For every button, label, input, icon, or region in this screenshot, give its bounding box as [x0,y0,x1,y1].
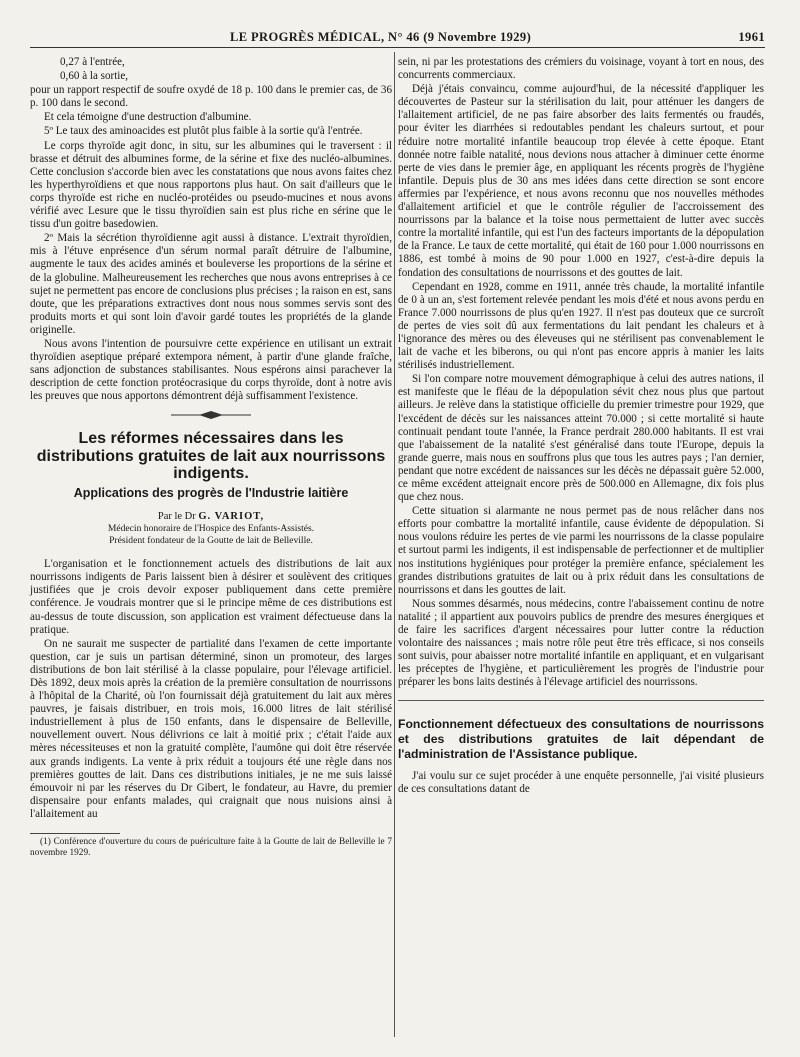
paragraph: Nous sommes désarmés, nous médecins, contre l'abaissement continu de notre natalité ; il appartient aux pouvoirs publics de prendre des mesures énergiques et de faire les sacrifices d'argent nécessaires pour lutter contre la réduction volontaire des naissances ; mais notre rôle peut être très efficace, si nos conseils sont suivis, pour abaisser notre mortalité infantile en appliquant, et en vulgarisant les préceptes de l'hygiène, et particulièrement les progrès de l'industrie pour préparer les bons laits destinés à l'élevage artificiel des nourrissons. [398,597,764,689]
lead-line: 0,60 à la sortie, [60,70,129,83]
ornament-icon [171,410,251,420]
article-title: Les réformes nécessaires dans les distributions gratuites de lait aux nourrissons indigents. [36,430,386,483]
affiliation-line: Médecin honoraire de l'Hospice des Enfants-Assistés. [107,523,315,535]
author-affiliation [30,523,392,546]
journal-running-head: LE PROGRÈS MÉDICAL, N° 46 (9 Novembre 1929) [230,30,532,44]
column-divider [394,52,395,1037]
section-title: Fonctionnement défectueux des consultations de nourrissons et des distributions gratuites de lait dépendant de l'administration de l'Assistance publique. [398,716,764,761]
lead-line: 0,27 à l'entrée, [60,56,125,68]
paragraph: Nous avons l'intention de poursuivre cette expérience en utilisant un extrait thyroïdien aseptique préparé extempora nément, à partir d'une glande fraîche, sans adjonction de substances stabilisantes. Nous espérons ainsi parachever la description de cette fonction protéocrasique du corps thyroïde, dont à notre avis les preuves que nous apportons démontrent déjà suffisamment l'existence. [30,337,392,403]
author-line [30,510,392,523]
paragraph: pour un rapport respectif de soufre oxydé de 18 p. 100 dans le premier cas, de 36 p. 100 dans le second. [30,84,392,110]
paragraph: Cependant en 1928, comme en 1911, année très chaude, la mortalité infantile de 0 à un an, s'est fortement relevée pendant les mois d'été et nous avons perdu en France 7.000 nourrissons de plus qu'en 1927. Il n'est pas douteux que ce surcroît de pertes de vies soit dû aux fermentations du lait pendant les chaleurs et à l'ignorance des mères ou des éleveuses qui ne stérilisent pas convenablement le lait de vache et les biberons, ou qui n'ont pas encore appris à manier les laits stérilisés industriellement. [398,280,764,372]
page-number: 1961 [738,30,765,44]
footnote-rule [30,833,120,834]
paragraph: Si l'on compare notre mouvement démographique à celui des autres nations, il est manifeste que le fléau de la dépopulation sévit chez nous plus que partout ailleurs. Je relève dans la statistique officielle du premier trimestre pour 1929, que l'excédent de décès sur les naissances atteint 70.000 ; si cette mortalité si haute continuait pendant toute l'année, la France perdrait 280.000 habitants. Il est vrai que l'abaissement de la natalité s'est généralisé dans toute l'Europe, depuis la grande guerre, mais nous en souffrons plus que tous les autres pays ; l'an dernier, pendant que notre excédent de naissances sur les décès ne dépassait guère 52.000, ce même excédent atteignait encore près de 500.000 en Allemagne, dix fois plus que chez nous. [398,373,764,504]
paragraph: Le corps thyroïde agit donc, in situ, sur les albumines qui le traversent : il brasse et détruit des albumines forme, de la sérine et fixe des nucléo-albumines. Cette conclusion s'accorde bien avec les constatations que nous avons faites chez les hyperthyroïdiens et que nous rapportons plus haut. On sait d'ailleurs que le corps thyroïde est riche en nucléo-protéides ou pseudo-mucines et nous avons vérifié avec Lesure que le tissu thyroïdien sain est plus riche en sérine que le tissu d'un goitre basedowien. [30,139,392,231]
author-prefix: Par le Dr [157,511,196,523]
right-column [398,56,764,797]
paragraph: Cette situation si alarmante ne nous permet pas de nous relâcher dans nos efforts pour combattre la mortalité infantile, cause évidente de dépopulation. Si nous voulons réduire les pertes de vie parmi les nourrissons de la classe populaire et surtout parmi les indigents, il est indispensable de perfectionner et de multiplier nos institutions hygiéniques pour protéger la première enfance, spécialement les grandes distributions gratuites de lait ou à prix réduit dans les consultations de nourrissons et dans les gouttes de lait. [398,505,764,596]
paragraph: L'organisation et le fonctionnement actuels des distributions de lait aux nourrissons indigents de Paris laissent bien à désirer et soulèvent des critiques justifiées que je crois devoir exposer publiquement dans cette première conférence. Je voudrais montrer que si le principe même de ces distributions est au-dessus de toute discussion, son application est vraiment défectueuse dans la pratique. [30,558,392,636]
paragraph: sein, ni par les protestations des crémiers du voisinage, voyant à tort en nous, des concurrents commerciaux. [398,56,764,82]
paragraph: Et cela témoigne d'une destruction d'albumine. [44,111,252,124]
paragraph: Déjà j'étais convaincu, comme aujourd'hui, de la nécessité d'appliquer les découvertes de Pasteur sur la stérilisation du lait, pour atténuer les dangers de l'allaitement artificiel, de ne pas faire absorber des laits fermentés ou fraudés, pour éviter les diarrhées si redoutables pendant les chaleurs surtout, et pour réduire notre mortalité infantile beaucoup trop élevée à cette époque. Etant donnée notre faible natalité, nous devions nous attacher à diminuer cette énorme perte de vies dans le premier âge, en appliquant les récents progrès de l'hygiène infantile. Depuis plus de 30 ans mes idées dans cette direction se sont encore affermies par l'expérience, et nous avons reconnu que nos nouvelles méthodes d'allaitement artificiel et que le contrôle régulier de l'accroissement des nourrissons par la balance et la toise nous permettaient de lutter avec succès contre la mortalité infantile, qui est l'un des facteurs importants de la dépopulation de la France. Le taux de cette mortalité, qui était de 160 pour 1.000 nourrissons en 1886, est tombé à moins de 90 pour 1.000 en 1927, c'est-à-dire depuis la fondation des consultations de nourrissons et des gouttes de lait. [398,83,764,279]
author-name: G. VARIOT, [198,511,265,523]
page-header [30,26,765,46]
section-rule [398,700,764,701]
paragraph: On ne saurait me suspecter de partialité dans l'examen de cette importante question, car je suis un partisan déterminé, sinon un promoteur, des larges distributions de bon lait stérilisé à la classe populaire, pour l'élevage artificiel. Dès 1892, deux mois après la création de la première consultation de nourrissons à l'hôpital de la Charité, où l'on fournissait déjà gratuitement du lait aux mères pauvres, je faisais distribuer, en trois mois, 16.000 litres de lait stérilisé industriellement à plus de 150 enfants, dans le dispensaire de Belleville, nouvellement ouvert. Nous délivrions ce lait à moitié prix ; c'était l'aide aux mères nécessiteuses et non la gratuité complète, l'aumône qui doit être réservée aux grands indigents. La vente à prix réduit a toujours été une règle dans nos premières gouttes de lait. Dans ces distributions initiales, je ne me suis laissé émouvoir ni par les réserves du Dr Gibert, le fondateur, au Havre, du premier dispensaire pour enfants malades, qui craignait que nous nuisions ainsi à l'allaitement au [30,637,392,820]
left-column [30,56,392,860]
header-rule [30,47,765,48]
paragraph: 5º Le taux des aminoacides est plutôt plus faible à la sortie qu'à l'entrée. [44,125,363,138]
affiliation-line: Président fondateur de la Goutte de lait de Belleville. [109,534,313,546]
footnote: (1) Conférence d'ouverture du cours de puériculture faite à la Goutte de lait de Belleville le 7 novembre 1929. [30,837,392,858]
article-subtitle: Applications des progrès de l'Industrie laitière [73,485,349,500]
paragraph: 2º Mais la sécrétion thyroïdienne agit aussi à distance. L'extrait thyroïdien, mis à l'étuve enprésence d'un sérum normal paraît détruire de l'albumine, augmente le taux des acides aminés et bouleverse les proportions de la sérine et de la globuline. Malheureusement les recherches que nous avons entreprises à ce sujet ne permettent pas encore de conclusions plus précises ; la raison en est, sans doute, que les préparations extractives dont nous nous sommes servis sont des produits morts et qui sont loin d'avoir gardé toutes les propriétés de la glande originelle. [30,232,392,336]
ornament-divider [30,410,392,420]
paragraph: J'ai voulu sur ce sujet procéder à une enquête personnelle, j'ai visité plusieurs de ces consultations datant de [398,769,764,795]
